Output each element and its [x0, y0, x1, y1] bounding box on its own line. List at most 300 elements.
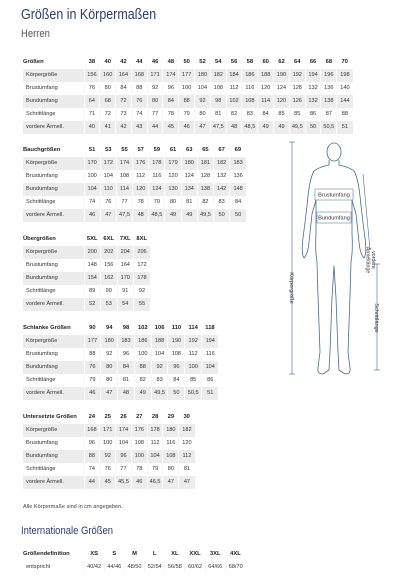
value-cell: 168 [84, 424, 100, 437]
value-cell: 50 [230, 209, 246, 222]
value-cell: 112 [133, 170, 149, 183]
value-cell: 114 [116, 183, 132, 196]
value-cell: 180 [195, 69, 211, 82]
bundumfang-label: Bundumfang [318, 215, 350, 222]
value-cell: 80 [147, 95, 163, 108]
size-header-cell: 98 [122, 325, 130, 331]
size-header-cell: 25 [104, 414, 111, 420]
value-cell: 108 [242, 95, 258, 108]
value-cell: 164 [116, 69, 132, 82]
table-row [23, 121, 353, 134]
value-cell: 84 [118, 361, 135, 374]
value-cell: 170 [117, 272, 134, 285]
size-header-cell: 7XL [119, 236, 131, 242]
value-cell: 50 [168, 387, 185, 400]
value-cell: 49 [134, 387, 151, 400]
size-header-cell: 66 [309, 59, 317, 65]
koerpergroesse-label: Körpergröße [288, 272, 294, 304]
value-cell: 46 [84, 387, 101, 400]
size-header-cell: 63 [186, 147, 193, 153]
value-cell: 100 [84, 170, 100, 183]
value-cell: 74 [84, 196, 100, 209]
value-cell: 81 [210, 108, 226, 121]
value-cell: 178 [149, 157, 165, 170]
value-cell: 96 [84, 437, 100, 450]
size-header-cell: 68 [325, 59, 333, 65]
value-cell: 128 [197, 170, 213, 183]
value-cell: 179 [165, 157, 181, 170]
value-cell: 47,5 [210, 121, 226, 134]
table-row [23, 561, 246, 574]
value-cell: 108 [116, 170, 132, 183]
size-header-cell: 29 [167, 414, 175, 420]
value-cell: 183 [230, 157, 246, 170]
size-header-cell: 38 [88, 59, 96, 65]
value-cell: 89 [84, 285, 101, 298]
value-cell: 86 [305, 108, 321, 121]
value-cell: 47 [101, 387, 118, 400]
size-header-cell: 24 [88, 414, 96, 420]
value-cell: 85 [274, 108, 290, 121]
value-cell: 104 [151, 348, 168, 361]
row-label: vordere Ärmell. [23, 476, 84, 489]
size-table-1 [23, 144, 246, 222]
value-cell: 52 [84, 298, 101, 311]
value-cell: 45 [100, 476, 116, 489]
value-cell: 104 [202, 361, 219, 374]
value-cell: 64 [84, 95, 100, 108]
value-cell: 116 [202, 348, 219, 361]
value-cell: 177 [179, 69, 195, 82]
value-cell: 112 [226, 82, 242, 95]
size-header-cell: 26 [120, 414, 127, 420]
value-cell: 104 [147, 450, 163, 463]
value-cell: 50 [305, 121, 321, 134]
value-cell: 48,5 [242, 121, 258, 134]
size-header-cell: 5XL [86, 236, 98, 242]
size-header-cell: 59 [153, 147, 161, 153]
size-header-cell: 51 [88, 147, 96, 153]
value-cell: 88 [337, 108, 353, 121]
value-cell: 49 [181, 209, 197, 222]
row-label: Schrittlänge [26, 111, 56, 117]
size-header-cell: 44 [136, 59, 143, 65]
value-cell: 88 [84, 450, 100, 463]
value-cell: 68 [100, 95, 116, 108]
value-cell: 56/58 [165, 561, 185, 574]
row-label: vordere Ärmell. [23, 387, 84, 400]
value-cell: 52/54 [145, 561, 165, 574]
value-cell: 138 [321, 95, 337, 108]
table-header-label: Bauchgrößen [23, 147, 61, 153]
value-cell: 82 [226, 108, 242, 121]
value-cell: 130 [165, 183, 181, 196]
value-cell: 164 [117, 259, 134, 272]
size-header-cell: 27 [136, 414, 143, 420]
value-cell: 188 [151, 335, 168, 348]
table-row [23, 196, 246, 209]
value-cell: 44 [84, 476, 100, 489]
table-row [23, 437, 195, 450]
value-cell: 96 [116, 450, 132, 463]
value-cell: 42 [116, 121, 132, 134]
table-row [23, 387, 218, 400]
value-cell: 144 [337, 95, 353, 108]
body-figure-illustration [270, 138, 400, 408]
value-cell: 132 [305, 95, 321, 108]
size-header-cell: 40 [104, 59, 111, 65]
table-row [23, 157, 246, 170]
size-header-cell: 42 [120, 59, 127, 65]
value-cell: 85 [289, 108, 305, 121]
size-header-cell: S [112, 551, 117, 557]
value-cell: 79 [147, 463, 163, 476]
size-table-4 [23, 411, 195, 489]
value-cell: 80 [163, 463, 179, 476]
value-cell: 172 [134, 259, 151, 272]
value-cell: 171 [147, 69, 163, 82]
value-cell: 202 [101, 246, 118, 259]
value-cell: 100 [134, 348, 151, 361]
size-header-cell: 50 [183, 59, 190, 65]
value-cell: 96 [118, 348, 135, 361]
table-header-row [23, 56, 353, 69]
table-row [23, 183, 246, 196]
value-cell: 142 [214, 183, 230, 196]
value-cell: 112 [179, 450, 195, 463]
value-cell: 44 [147, 121, 163, 134]
value-cell: 110 [100, 183, 116, 196]
value-cell: 92 [134, 285, 151, 298]
value-cell: 102 [226, 95, 242, 108]
value-cell: 50 [214, 209, 230, 222]
value-cell: 49 [165, 209, 181, 222]
value-cell: 46,5 [147, 476, 163, 489]
value-cell: 100 [185, 361, 202, 374]
table-row [23, 259, 150, 272]
value-cell: 120 [165, 170, 181, 183]
row-label: Bundumfang [23, 361, 84, 374]
value-cell: 92 [147, 82, 163, 95]
value-cell: 53 [101, 298, 118, 311]
value-cell: 48 [226, 121, 242, 134]
value-cell: 84 [258, 108, 274, 121]
row-label: Körpergröße [23, 69, 84, 82]
value-cell: 104 [100, 170, 116, 183]
value-cell: 78 [131, 463, 147, 476]
value-cell: 120 [179, 437, 195, 450]
value-cell: 73 [116, 108, 132, 121]
value-cell: 47 [100, 209, 116, 222]
size-header-cell: 55 [121, 147, 128, 153]
value-cell: 83 [214, 196, 230, 209]
value-cell: 120 [258, 82, 274, 95]
row-label: Brustumfang [26, 440, 58, 446]
value-cell: 91 [117, 285, 134, 298]
value-cell: 182 [214, 157, 230, 170]
value-cell: 47 [163, 476, 179, 489]
value-cell: 77 [116, 463, 132, 476]
value-cell: 116 [242, 82, 258, 95]
value-cell: 116 [149, 170, 165, 183]
value-cell: 180 [163, 424, 179, 437]
value-cell: 112 [147, 437, 163, 450]
value-cell: 92 [100, 450, 116, 463]
table-row [23, 69, 353, 82]
row-label: Schrittlänge [26, 199, 56, 205]
value-cell: 190 [274, 69, 290, 82]
value-cell: 108 [168, 348, 185, 361]
row-label: Bundumfang [23, 95, 84, 108]
value-cell: 79 [149, 196, 165, 209]
size-header-cell: 102 [137, 325, 148, 331]
value-cell: 78 [133, 196, 149, 209]
value-cell: 192 [289, 69, 305, 82]
value-cell: 85 [185, 374, 202, 387]
body-measurement-figure [270, 138, 400, 408]
value-cell: 83 [242, 108, 258, 121]
value-cell: 76 [100, 196, 116, 209]
value-cell: 154 [84, 272, 101, 285]
value-cell: 174 [116, 157, 132, 170]
table-row [23, 374, 218, 387]
size-header-cell: 8XL [136, 236, 148, 242]
size-header-cell: 56 [230, 59, 238, 65]
value-cell: 88 [179, 95, 195, 108]
value-cell: 84 [116, 82, 132, 95]
value-cell: 84 [168, 374, 185, 387]
value-cell: 156 [101, 259, 118, 272]
size-header-cell: 46 [151, 59, 159, 65]
table-row [23, 246, 150, 259]
value-cell: 81 [179, 463, 195, 476]
value-cell: 48 [133, 209, 149, 222]
value-cell: 148 [84, 259, 101, 272]
value-cell: 77 [147, 108, 163, 121]
value-cell: 48/50 [124, 561, 144, 574]
value-cell: 84 [230, 196, 246, 209]
value-cell: 194 [202, 335, 219, 348]
size-header-cell: XXL [189, 551, 201, 557]
value-cell: 204 [117, 246, 134, 259]
value-cell: 78 [163, 108, 179, 121]
value-cell: 49,5 [197, 209, 213, 222]
value-cell: 196 [321, 69, 337, 82]
table-header-row [23, 233, 150, 246]
value-cell: 138 [197, 183, 213, 196]
size-header-cell: 61 [169, 147, 177, 153]
value-cell: 132 [214, 170, 230, 183]
value-cell: 108 [210, 82, 226, 95]
value-cell: 100 [131, 450, 147, 463]
value-cell: 81 [181, 196, 197, 209]
value-cell: 45 [163, 121, 179, 134]
brustumfang-label: Brustumfang [318, 192, 350, 199]
row-label: Schrittlänge [26, 377, 56, 383]
value-cell: 128 [289, 82, 305, 95]
value-cell: 87 [321, 108, 337, 121]
value-cell: 74 [84, 463, 100, 476]
aermel-label-line1: vordere [370, 251, 376, 269]
value-cell: 100 [100, 437, 116, 450]
value-cell: 104 [84, 183, 100, 196]
size-header-cell: 54 [215, 59, 222, 65]
value-cell: 80 [101, 361, 118, 374]
size-header-cell: 53 [105, 147, 112, 153]
size-table-0 [23, 56, 353, 134]
value-cell: 40 [84, 121, 100, 134]
value-cell: 178 [147, 424, 163, 437]
value-cell: 49,5 [151, 387, 168, 400]
value-cell: 80 [195, 108, 211, 121]
value-cell: 71 [84, 108, 100, 121]
aermel-label-line2: Ärmellänge [364, 246, 371, 274]
size-header-cell: 90 [89, 325, 96, 331]
value-cell: 206 [134, 246, 151, 259]
value-cell: 108 [131, 437, 147, 450]
value-cell: 46 [179, 121, 195, 134]
row-label: Schrittlänge [26, 288, 56, 294]
size-header-cell: 57 [137, 147, 144, 153]
table-row [23, 298, 150, 311]
value-cell: 51 [202, 387, 219, 400]
value-cell: 192 [185, 335, 202, 348]
size-header-cell: 3XL [209, 551, 221, 557]
value-cell: 68/70 [225, 561, 245, 574]
value-cell: 148 [230, 183, 246, 196]
size-header-cell: XL [171, 551, 179, 557]
size-table-2 [23, 233, 150, 311]
table-header-row [23, 322, 218, 335]
table-row [23, 476, 195, 489]
table-row [23, 335, 218, 348]
value-cell: 172 [100, 157, 116, 170]
value-cell: 194 [305, 69, 321, 82]
size-header-cell: 4XL [230, 551, 241, 557]
table-header-label: Größendefinition [23, 551, 70, 557]
table-header-label: Größen [23, 59, 44, 65]
value-cell: 82 [197, 196, 213, 209]
value-cell: 81 [118, 374, 135, 387]
value-cell: 171 [100, 424, 116, 437]
value-cell: 50,5 [185, 387, 202, 400]
size-header-cell: 67 [218, 147, 225, 153]
size-header-cell: 48 [167, 59, 175, 65]
value-cell: 126 [289, 95, 305, 108]
value-cell: 46 [84, 209, 100, 222]
page-subtitle: Herren [21, 28, 50, 40]
row-label: Schrittlänge [26, 466, 56, 472]
value-cell: 100 [179, 82, 195, 95]
value-cell: 124 [274, 82, 290, 95]
row-label: Bundumfang [23, 450, 84, 463]
table-row [23, 82, 353, 95]
value-cell: 120 [274, 95, 290, 108]
size-header-cell: 65 [202, 147, 209, 153]
value-cell: 140 [337, 82, 353, 95]
size-header-cell: 62 [278, 59, 285, 65]
value-cell: 183 [118, 335, 135, 348]
value-cell: 79 [84, 374, 101, 387]
row-label: entspricht [26, 564, 51, 570]
size-table-3 [23, 322, 218, 400]
value-cell: 51 [337, 121, 353, 134]
row-label: vordere Ärmell. [23, 209, 84, 222]
row-label: vordere Ärmell. [23, 298, 84, 311]
value-cell: 120 [133, 183, 149, 196]
value-cell: 60/62 [185, 561, 205, 574]
value-cell: 124 [181, 170, 197, 183]
size-header-cell: XS [90, 551, 98, 557]
value-cell: 124 [149, 183, 165, 196]
value-cell: 182 [210, 69, 226, 82]
size-header-cell: M [132, 551, 137, 557]
table-row [23, 272, 150, 285]
value-cell: 49 [274, 121, 290, 134]
value-cell: 84 [163, 95, 179, 108]
size-header-cell: 118 [205, 325, 215, 331]
row-label: Körpergröße [23, 246, 84, 259]
value-cell: 54 [117, 298, 134, 311]
size-header-cell: 30 [183, 414, 190, 420]
table-row [23, 170, 246, 183]
row-label: Bundumfang [23, 183, 84, 196]
value-cell: 72 [116, 95, 132, 108]
value-cell: 186 [134, 335, 151, 348]
table-header-label: Übergrößen [23, 236, 56, 242]
value-cell: 136 [230, 170, 246, 183]
measurement-note: Alle Körpermaße sind in cm angegeben. [23, 504, 123, 510]
value-cell: 200 [84, 246, 101, 259]
value-cell: 178 [134, 272, 151, 285]
value-cell: 82 [134, 374, 151, 387]
row-label: Brustumfang [26, 173, 58, 179]
value-cell: 76 [131, 95, 147, 108]
value-cell: 88 [134, 361, 151, 374]
value-cell: 43 [131, 121, 147, 134]
value-cell: 96 [168, 361, 185, 374]
page-title: Größen in Körpermaßen [21, 7, 157, 23]
value-cell: 55 [134, 298, 151, 311]
value-cell: 79 [179, 108, 195, 121]
size-header-cell: 60 [262, 59, 269, 65]
table-row [23, 95, 353, 108]
value-cell: 50,5 [321, 121, 337, 134]
value-cell: 182 [179, 424, 195, 437]
value-cell: 47,5 [116, 209, 132, 222]
value-cell: 116 [163, 437, 179, 450]
value-cell: 98 [210, 95, 226, 108]
table-row [23, 450, 195, 463]
value-cell: 188 [258, 69, 274, 82]
value-cell: 49 [258, 121, 274, 134]
row-label: Brustumfang [26, 351, 58, 357]
value-cell: 88 [131, 82, 147, 95]
value-cell: 47 [179, 476, 195, 489]
value-cell: 198 [337, 69, 353, 82]
value-cell: 170 [84, 157, 100, 170]
value-cell: 132 [305, 82, 321, 95]
value-cell: 162 [101, 272, 118, 285]
value-cell: 76 [84, 361, 101, 374]
row-label: Körpergröße [23, 157, 84, 170]
table-row [23, 285, 150, 298]
value-cell: 114 [258, 95, 274, 108]
size-table-5 [23, 548, 246, 574]
value-cell: 40/42 [84, 561, 104, 574]
value-cell: 76 [84, 82, 100, 95]
value-cell: 92 [151, 361, 168, 374]
